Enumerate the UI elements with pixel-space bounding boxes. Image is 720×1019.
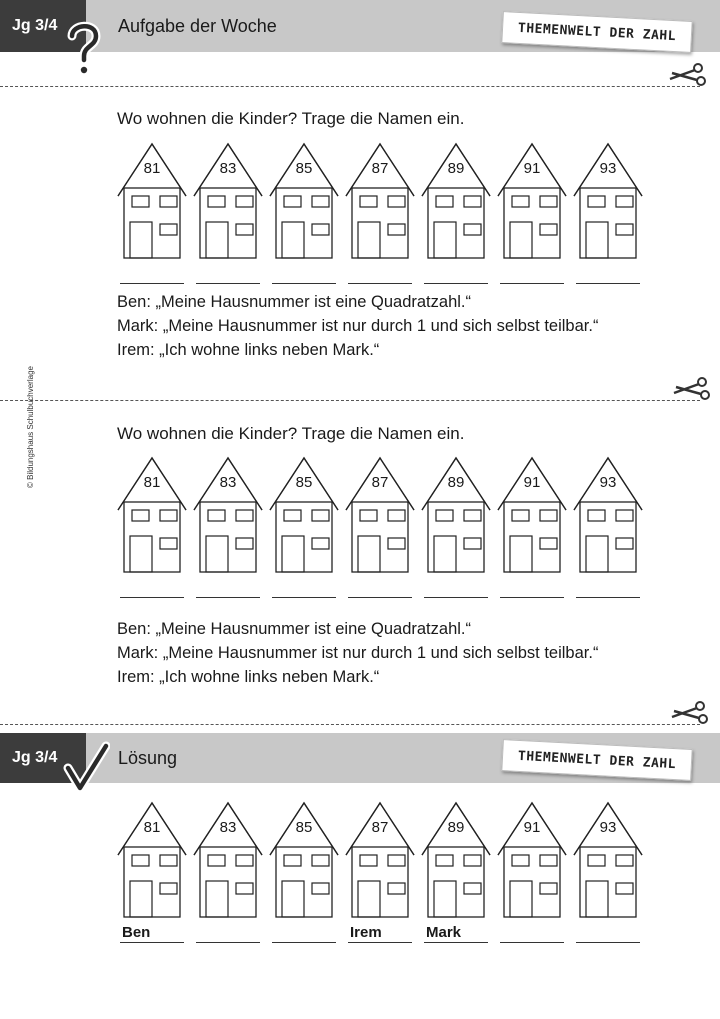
house-number: 81 <box>143 160 161 177</box>
name-answer-line[interactable] <box>348 578 412 598</box>
scissors-icon <box>670 700 710 726</box>
house-number: 89 <box>447 474 465 491</box>
house-number: 89 <box>447 160 465 177</box>
house-row <box>116 140 656 290</box>
house <box>496 140 568 290</box>
house <box>572 140 644 290</box>
theme-stamp: THEMENWELT DER ZAHL <box>501 739 692 781</box>
house <box>344 454 416 604</box>
house <box>116 140 188 290</box>
name-answer-line: Ben <box>120 923 184 943</box>
cut-line <box>0 86 700 87</box>
house <box>192 140 264 290</box>
page-title: Aufgabe der Woche <box>118 15 277 36</box>
house <box>420 454 492 604</box>
clue-mark: Mark: „Meine Hausnummer ist nur durch 1 und sich selbst teilbar.“ <box>117 644 599 662</box>
name-answer-line[interactable] <box>120 264 184 284</box>
name-answer-line <box>500 923 564 943</box>
house <box>572 799 644 949</box>
name-answer-line <box>196 923 260 943</box>
name-answer-line <box>272 923 336 943</box>
name-answer-line[interactable] <box>348 264 412 284</box>
house-number: 83 <box>219 474 237 491</box>
clue-mark: Mark: „Meine Hausnummer ist nur durch 1 und sich selbst teilbar.“ <box>117 317 599 335</box>
cut-line <box>0 400 700 401</box>
house <box>496 454 568 604</box>
house <box>268 140 340 290</box>
name-answer-line[interactable] <box>196 264 260 284</box>
house-number: 89 <box>447 819 465 836</box>
house-number: 91 <box>523 474 541 491</box>
house-number: 83 <box>219 160 237 177</box>
name-answer-line[interactable] <box>576 264 640 284</box>
name-answer-line: Irem <box>348 923 412 943</box>
name-answer-line <box>576 923 640 943</box>
grade-badge: Jg 3/4 <box>0 0 86 52</box>
clue-irem: Irem: „Ich wohne links neben Mark.“ <box>117 668 380 686</box>
name-answer-line[interactable] <box>120 578 184 598</box>
house-row <box>116 799 656 949</box>
house-number: 85 <box>295 819 313 836</box>
house-number: 93 <box>599 160 617 177</box>
house-number: 87 <box>371 474 389 491</box>
name-answer-line[interactable] <box>424 578 488 598</box>
copyright-notice: © Bildungshaus Schulbuchverlage <box>26 366 35 488</box>
solution-title: Lösung <box>118 747 178 768</box>
clue-list <box>117 290 598 362</box>
clue-ben: Ben: „Meine Hausnummer ist eine Quadratzahl.“ <box>117 293 471 311</box>
scissors-icon <box>668 62 708 88</box>
cut-line <box>0 724 700 725</box>
house-number: 85 <box>295 160 313 177</box>
house <box>344 799 416 949</box>
name-answer-line[interactable] <box>500 264 564 284</box>
theme-stamp: THEMENWELT DER ZAHL <box>501 11 692 53</box>
house <box>572 454 644 604</box>
house <box>192 454 264 604</box>
name-answer-line[interactable] <box>272 264 336 284</box>
clue-ben: Ben: „Meine Hausnummer ist eine Quadratzahl.“ <box>117 620 471 638</box>
name-answer-line[interactable] <box>500 578 564 598</box>
house-row <box>116 454 656 604</box>
check-mark-icon <box>62 740 110 796</box>
question-mark-icon <box>64 20 104 78</box>
house <box>420 799 492 949</box>
clue-list <box>117 617 598 689</box>
name-answer-line[interactable] <box>424 264 488 284</box>
house-number: 83 <box>219 819 237 836</box>
house <box>496 799 568 949</box>
house <box>116 799 188 949</box>
house-number: 81 <box>143 474 161 491</box>
scissors-icon <box>672 376 712 402</box>
task-instruction: Wo wohnen die Kinder? Trage die Namen ein. <box>117 109 465 128</box>
name-answer-line: Mark <box>424 923 488 943</box>
house-number: 91 <box>523 819 541 836</box>
house <box>420 140 492 290</box>
house-number: 87 <box>371 160 389 177</box>
name-answer-line[interactable] <box>196 578 260 598</box>
clue-irem: Irem: „Ich wohne links neben Mark.“ <box>117 341 380 359</box>
house-number: 93 <box>599 474 617 491</box>
name-answer-line[interactable] <box>272 578 336 598</box>
task-instruction: Wo wohnen die Kinder? Trage die Namen ein. <box>117 424 465 443</box>
house <box>192 799 264 949</box>
house-number: 85 <box>295 474 313 491</box>
house <box>116 454 188 604</box>
house-number: 87 <box>371 819 389 836</box>
house-number: 93 <box>599 819 617 836</box>
house <box>344 140 416 290</box>
house <box>268 799 340 949</box>
grade-badge: Jg 3/4 <box>0 733 86 783</box>
house-number: 91 <box>523 160 541 177</box>
house-number: 81 <box>143 819 161 836</box>
name-answer-line[interactable] <box>576 578 640 598</box>
house <box>268 454 340 604</box>
